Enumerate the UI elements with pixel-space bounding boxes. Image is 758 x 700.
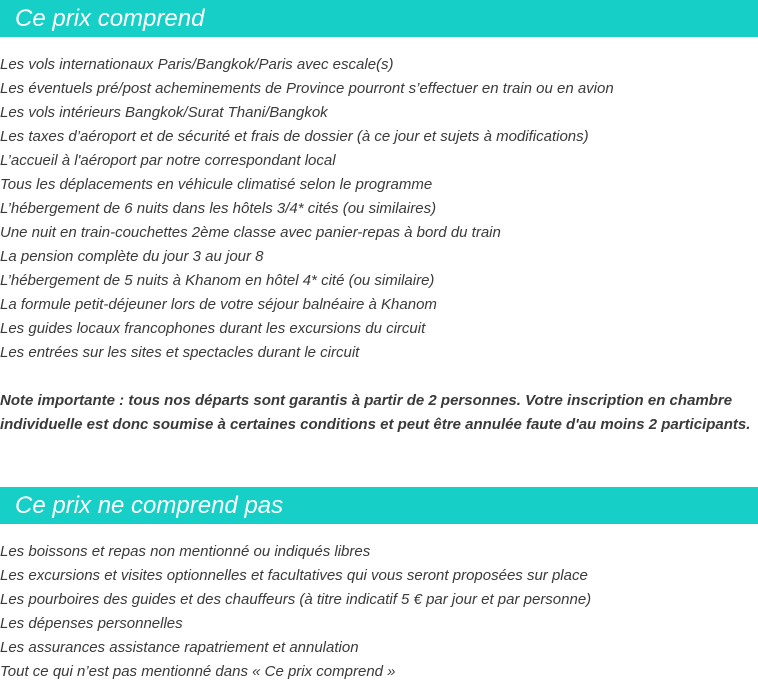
excludes-item: Tout ce qui n’est pas mentionné dans « Ce prix comprend » (0, 663, 396, 680)
includes-item: La formule petit-déjeuner lors de votre séjour balnéaire à Khanom (0, 296, 437, 313)
includes-item: Les entrées sur les sites et spectacles durant le circuit (0, 344, 360, 361)
important-note-line: Note importante : tous nos départs sont garantis à partir de 2 personnes. Votre inscription en chambre (0, 392, 733, 409)
excludes-item: Les excursions et visites optionnelles et facultatives qui vous seront proposées sur place (0, 567, 588, 584)
excludes-item: Les pourboires des guides et des chauffeurs (à titre indicatif 5 € par jour et par personne) (0, 591, 592, 608)
includes-title: Ce prix comprend (15, 4, 205, 32)
includes-item: Les guides locaux francophones durant les excursions du circuit (0, 320, 426, 337)
important-note-line: individuelle est donc soumise à certaines conditions et peut être annulée faute d'au moins 2 participants. (0, 416, 751, 433)
includes-item: Une nuit en train-couchettes 2ème classe avec panier-repas à bord du train (0, 224, 501, 241)
includes-item: Tous les déplacements en véhicule climatisé selon le programme (0, 176, 433, 193)
excludes-title: Ce prix ne comprend pas (15, 491, 284, 519)
includes-item: L’hébergement de 5 nuits à Khanom en hôtel 4* cité (ou similaire) (0, 272, 435, 289)
includes-item: L’hébergement de 6 nuits dans les hôtels 3/4* cités (ou similaires) (0, 200, 437, 217)
includes-list (0, 53, 758, 365)
includes-section-header (0, 0, 758, 37)
excludes-item: Les boissons et repas non mentionné ou indiqués libres (0, 543, 371, 560)
includes-item: Les vols intérieurs Bangkok/Surat Thani/Bangkok (0, 104, 328, 121)
excludes-section-header (0, 487, 758, 524)
excludes-item: Les dépenses personnelles (0, 615, 183, 632)
includes-item: Les taxes d’aéroport et de sécurité et frais de dossier (à ce jour et sujets à modifications) (0, 128, 589, 145)
includes-item: L’accueil à l'aéroport par notre correspondant local (0, 152, 336, 169)
important-note (0, 389, 758, 437)
excludes-item: Les assurances assistance rapatriement et annulation (0, 639, 359, 656)
includes-item: Les vols internationaux Paris/Bangkok/Paris avec escale(s) (0, 56, 394, 73)
includes-item: La pension complète du jour 3 au jour 8 (0, 248, 264, 265)
includes-item: Les éventuels pré/post acheminements de Province pourront s’effectuer en train ou en avion (0, 80, 614, 97)
excludes-list (0, 540, 758, 684)
